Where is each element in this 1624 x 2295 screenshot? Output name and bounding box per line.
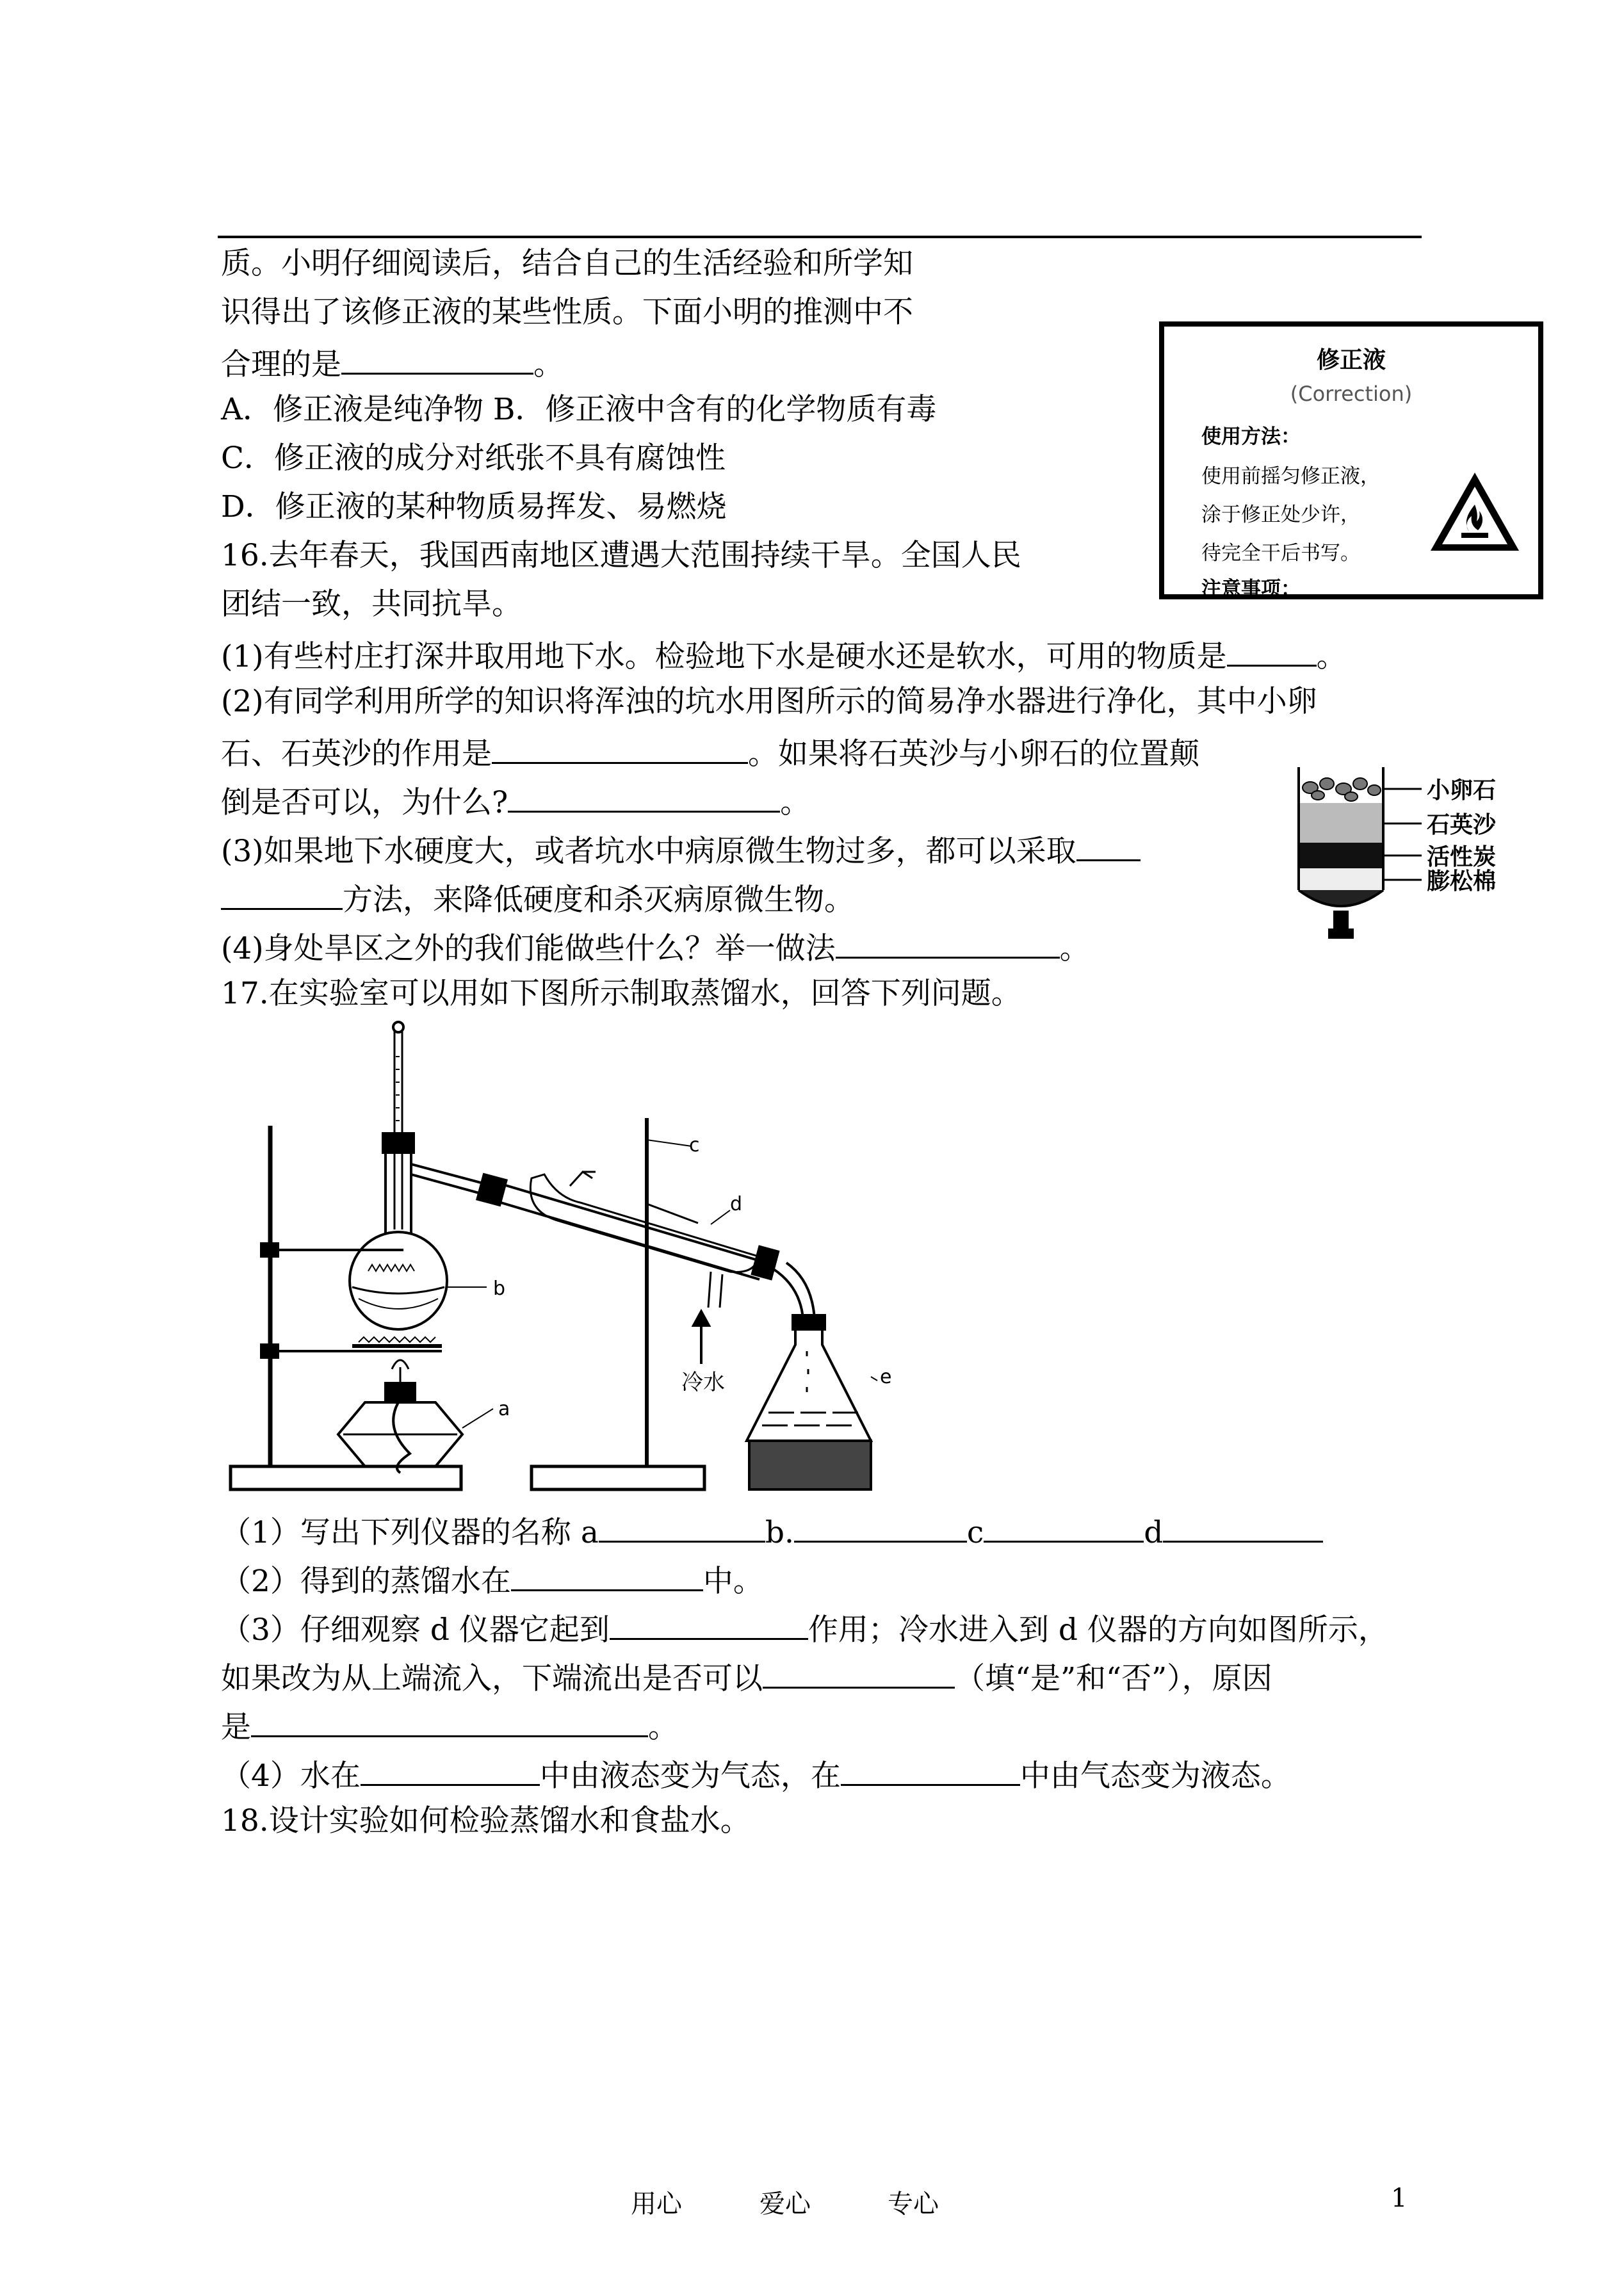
q16-part4: (4)身处旱区之外的我们能做些什么？举一做法 。 [221,926,1090,968]
q17-part2: （2）得到的蒸馏水在 中。 [221,1559,763,1601]
question-17: 17.在实验室可以用如下图所示制取蒸馏水，回答下列问题。 [221,976,1021,1011]
answer-blank[interactable] [492,731,748,764]
label-d: d [730,1193,743,1215]
answer-blank[interactable] [610,1607,808,1640]
filter-label: 小卵石 [1427,777,1497,804]
label-b: b [493,1277,506,1300]
question-16: 16.去年春天，我国西南地区遭遇大范围持续干旱。全国人民 [221,538,1021,573]
answer-blank[interactable] [984,1510,1144,1543]
receiving-flask [747,1319,871,1441]
header-rule [218,236,1422,238]
text-line: 石、石英沙的作用是 。如果将石英沙与小卵石的位置颠 [221,731,1199,774]
option-d: D．修正液的某种物质易挥发、易燃烧 [221,489,727,524]
answer-blank[interactable] [341,342,533,375]
text-line: 质。小明仔细阅读后，结合自己的生活经验和所学知 [221,246,913,281]
q16-part2: (2)有同学利用所学的知识将浑浊的坑水用图所示的简易净水器进行净化，其中小卵 [221,684,1317,719]
water-purifier-diagram [1287,762,1531,954]
card-title: 修正液 [1316,347,1386,373]
answer-blank[interactable] [841,1753,1020,1786]
label-e: e [880,1366,892,1388]
card-line: 涂于修正处少许， [1201,503,1360,526]
answer-blank[interactable] [508,780,780,813]
text-line: 合理的是 。 [221,342,564,384]
answer-blank[interactable] [251,1705,648,1737]
text-line: 如果改为从上端流入，下端流出是否可以 （填“是”和“否”），原因 [221,1656,1272,1698]
text-line: 团结一致，共同抗旱。 [221,587,522,622]
footer-text: 爱心 [759,2189,811,2219]
card-notes-label: 注意事项： [1201,578,1301,601]
flammable-warning-icon [1427,469,1523,555]
answer-blank[interactable] [221,877,343,910]
text-line: 是 。 [221,1705,678,1747]
answer-blank[interactable] [1163,1510,1323,1543]
answer-blank[interactable] [1227,634,1317,667]
answer-blank[interactable] [836,926,1060,959]
label-c: c [689,1134,700,1156]
answer-blank[interactable] [763,1656,955,1689]
card-method-label: 使用方法： [1201,425,1301,448]
page-number: 1 [1391,2184,1408,2213]
distillation-apparatus-diagram [224,1018,903,1505]
card-line: 待完全干后书写。 [1201,542,1360,565]
label-a: a [498,1398,510,1420]
text-line: 方法，来降低硬度和杀灭病原微生物。 [221,877,854,920]
q16-part3: (3)如果地下水硬度大，或者坑水中病原微生物过多，都可以采取 [221,829,1141,871]
text-line: 识得出了该修正液的某些性质。下面小明的推测中不 [221,295,913,330]
card-subtitle: (Correction) [1290,382,1413,406]
correction-fluid-label [1159,321,1543,599]
label-cold-water: 冷水 [681,1370,725,1395]
card-line: 使用前摇匀修正液， [1201,465,1380,488]
answer-blank[interactable] [599,1510,765,1543]
filter-label: 石英沙 [1427,811,1497,838]
answer-blank[interactable] [794,1510,967,1543]
q17-part3: （3）仔细观察 d 仪器它起到 作用；冷水进入到 d 仪器的方向如图所示， [221,1607,1388,1650]
footer-text: 专心 [888,2189,939,2219]
answer-blank[interactable] [361,1753,540,1786]
option-c: C．修正液的成分对纸张不具有腐蚀性 [221,441,726,476]
question-18: 18.设计实验如何检验蒸馏水和食盐水。 [221,1803,751,1838]
text-line: 倒是否可以，为什么? 。 [221,780,810,822]
stand-base [231,1466,461,1489]
q16-part1: (1)有些村庄打深井取用地下水。检验地下水是硬水还是软水，可用的物质是 。 [221,634,1347,676]
option-a-b: A．修正液是纯净物 B．修正液中含有的化学物质有毒 [221,392,937,427]
footer-text: 用心 [631,2189,682,2219]
distilling-flask [350,1232,447,1329]
filter-label: 膨松棉 [1427,868,1497,895]
answer-blank[interactable] [1076,829,1141,861]
filter-label: 活性炭 [1427,843,1497,870]
q17-part1: （1）写出下列仪器的名称 a b. c d [221,1510,1323,1552]
q17-part4: （4）水在 中由液态变为气态，在 中由气态变为液态。 [221,1753,1291,1796]
answer-blank[interactable] [511,1559,703,1591]
